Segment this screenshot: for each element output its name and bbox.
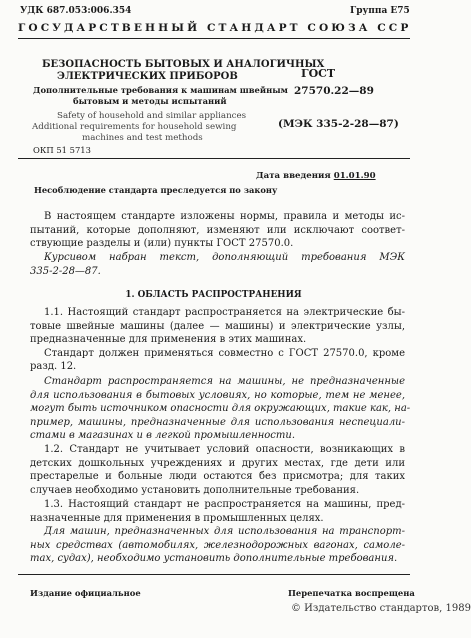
introduction-date-value: 01.01.90	[333, 171, 376, 181]
clause-1-2	[30, 443, 405, 497]
introduction-date	[256, 171, 376, 181]
preamble-line: пытаний, которые дополняют, изменяют или исключают соответ-	[30, 224, 405, 236]
clause-line: товые швейные машины (далее — машины) и электрические узлы,	[30, 320, 405, 332]
preamble-paragraph	[30, 210, 405, 251]
english-title-line-3: machines and test methods	[82, 133, 203, 143]
subtitle-line-1: Дополнительные требования к машинам швейным	[33, 85, 288, 95]
subtitle-line-2: бытовым и методы испытаний	[73, 96, 227, 106]
okp-code: ОКП 51 5713	[33, 145, 91, 155]
gost-number: 27570.22—89	[294, 85, 374, 97]
clause-line: 1.3. Настоящий стандарт не распространяется на машины, пред-	[44, 499, 405, 510]
preamble-line: ствующие разделы и (или) пункты ГОСТ 27570.0.	[30, 238, 294, 250]
group-code: Группа Е75	[350, 6, 410, 16]
italic-note-line: 335-2-28—87.	[30, 265, 101, 277]
italic-note-line: Курсивом набран текст, дополняющий требования МЭК	[44, 252, 405, 263]
gost-label: ГОСТ	[301, 67, 336, 80]
title-block-rule	[18, 158, 410, 159]
introduction-date-label: Дата введения	[256, 171, 334, 181]
preamble-line: В настоящем стандарте изложены нормы, правила и методы ис-	[44, 211, 405, 222]
note-line: ных средствах (автомобилях, железнодорожных вагонах, самоле-	[30, 539, 405, 551]
clause-1-3-note	[30, 525, 405, 566]
note-line: Стандарт распространяется на машины, не предназначенные	[44, 376, 405, 387]
iec-number: (МЭК 335-2-28—87)	[278, 118, 399, 130]
title-line-2: ЭЛЕКТРИЧЕСКИХ ПРИБОРОВ	[57, 71, 238, 82]
clause-line: 1.1. Настоящий стандарт распространяется на электрические бы-	[44, 307, 405, 318]
clause-line: престарелые и больные люди остаются без присмотра; для таких	[30, 471, 405, 483]
header-rule	[18, 38, 410, 39]
clause-line: случаев необходимо установить дополнительные требования.	[30, 484, 360, 496]
english-title-line-1: Safety of household and similar appliances	[57, 111, 247, 121]
note-line: стами в магазинах и в легкой промышленности.	[30, 430, 296, 442]
clause-1-3	[30, 498, 405, 525]
clause-line: детских дошкольных учреждениях и других местах, где дети или	[30, 457, 405, 469]
section-heading: 1. ОБЛАСТЬ РАСПРОСТРАНЕНИЯ	[125, 290, 302, 300]
clause-line: Стандарт должен применяться совместно с ГОСТ 27570.0, кроме	[44, 347, 405, 359]
english-title-line-2: Additional requirements for household sewing	[32, 122, 237, 132]
clause-line: назначенные для применения в промышленных целях.	[30, 512, 324, 524]
reprint-prohibited-label: Перепечатка воспрещена	[288, 588, 415, 598]
copyright-notice: © Издательство стандартов, 1989	[291, 603, 471, 614]
clause-line: 1.2. Стандарт не учитывает условий опасности, возникающих в	[44, 444, 405, 455]
note-line: могут быть источником опасности для окружающих, такие как, на-	[30, 403, 411, 415]
note-line: Для машин, предназначенных для использования на транспорт-	[44, 526, 405, 537]
note-line: для использования в бытовых условиях, но которые, тем не менее,	[30, 389, 405, 401]
title-line-1: БЕЗОПАСНОСТЬ БЫТОВЫХ И АНАЛОГИЧНЫХ	[42, 59, 325, 70]
italic-note	[30, 251, 405, 278]
footer-rule	[18, 574, 410, 575]
clause-1-1	[30, 306, 405, 374]
clause-line: разд. 12.	[30, 361, 77, 373]
udc-code: УДК 687.053:006.354	[20, 6, 132, 16]
clause-1-1-note	[30, 375, 411, 443]
clause-line: предназначенные для применения в этих машинах.	[30, 334, 307, 346]
legal-notice: Несоблюдение стандарта преследуется по закону	[34, 185, 278, 195]
official-edition-label: Издание официальное	[30, 588, 141, 598]
standard-title: ГОСУДАРСТВЕННЫЙ СТАНДАРТ СОЮЗА ССР	[18, 22, 412, 34]
note-line: пример, машины, предназначенные для использования неспециали-	[30, 416, 405, 428]
note-line: тах, судах), необходимо установить дополнительные требования.	[30, 553, 398, 565]
